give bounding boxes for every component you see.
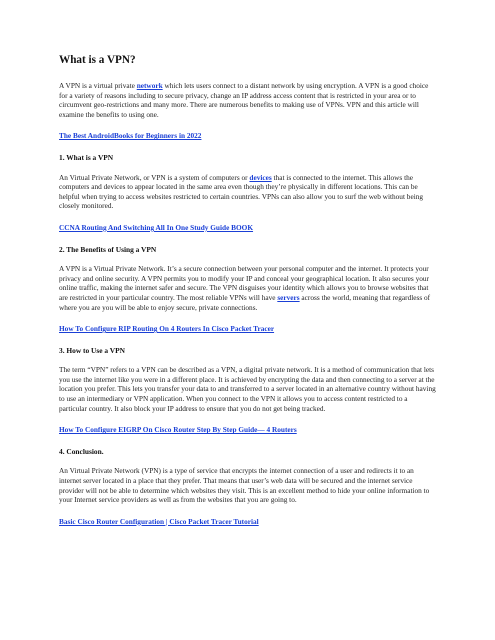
document-page (59, 54, 437, 526)
section-1-text-before: An Virtual Private Network, or VPN is a system of computers or (59, 172, 250, 182)
section-2-text-after: across the world, meaning that regardless of where you are you will be able to enjoy secure, private connections. (59, 292, 431, 312)
servers-link[interactable]: servers (277, 292, 300, 302)
section-heading-1: 1. What is a VPN (59, 152, 114, 162)
section-paragraph-1 (59, 173, 437, 211)
intro-text-after: which lets users connect to a distant network by using encryption. A VPN is a good choice for a variety of reasons including to secure privacy, change an IP address access content that is restricted in your area or to circumvent geo-restrictions and many more. There are numerous benefits to making use of VPNs. VPN and this article will examine the benefits to using one. (59, 81, 429, 119)
intro-paragraph (59, 81, 437, 119)
section-paragraph-2 (59, 264, 437, 312)
related-link-basic-router-config[interactable]: Basic Cisco Router Configuration | Cisco Packet Tracer Tutorial (59, 516, 259, 526)
related-link-android-books[interactable]: The Best AndroidBooks for Beginners in 2022 (59, 131, 202, 141)
related-link-rip-routing[interactable]: How To Configure RIP Routing On 4 Routers In Cisco Packet Tracer (59, 324, 275, 334)
section-paragraph-3: The term “VPN” refers to a VPN can be described as a VPN, a digital private network. It is a method of communication that lets you use the internet like you were in a different place. It is achieved by encrypting the data and then connecting to a server at the location you prefer. This lets you transfer your data to and transferred to a server located in an alternative country without having to use an intermediary or VPN application. When you connect to the VPN it allows you to access content restricted to a particular country. It also block your IP address to ensure that you do not get being tracked. (59, 365, 436, 413)
section-2-text-before: A VPN is a Virtual Private Network. It’s a secure connection between your personal computer and the internet. It protects your privacy and online security. A VPN permits you to modify your IP and conceal your geographical location. It also secures your online traffic, making the internet safer and secure. The VPN disguises your identity which allows you to browse websites that are restricted in your particular country. The most reliable VPNs will have (59, 264, 429, 302)
section-heading-4: 4. Conclusion. (59, 446, 104, 456)
related-link-ccna-book[interactable]: CCNA Routing And Switching All In One Study Guide BOOK (59, 222, 254, 232)
network-link[interactable]: network (136, 81, 163, 90)
page-title: What is a VPN? (59, 54, 136, 66)
section-1-text-after: that is connected to the internet. This allows the computers and devices to appear located in the same area even though they’re physically in different locations. This can be helpful when trying to access websites restricted to certain countries. VPNs can also allow you to surf the web without being closely monitored. (59, 172, 424, 211)
intro-text-before: A VPN is a virtual private (59, 81, 137, 90)
section-heading-2: 2. The Benefits of Using a VPN (59, 244, 157, 254)
section-heading-3: 3. How to Use a VPN (59, 345, 125, 355)
section-paragraph-4: An Virtual Private Network (VPN) is a type of service that encrypts the internet connection of a user and redirects it to an internet server located in a place that they prefer. That means that user’s web data will be secured and the internet service provider will not be able to determine which websites they visit. This is an excellent method to hide your online information to your Internet service providers as well as from the websites that you are going to. (59, 466, 430, 505)
devices-link[interactable]: devices (249, 172, 272, 182)
related-link-eigrp[interactable]: How To Configure EIGRP On Cisco Router Step By Step Guide— 4 Routers (59, 425, 297, 435)
